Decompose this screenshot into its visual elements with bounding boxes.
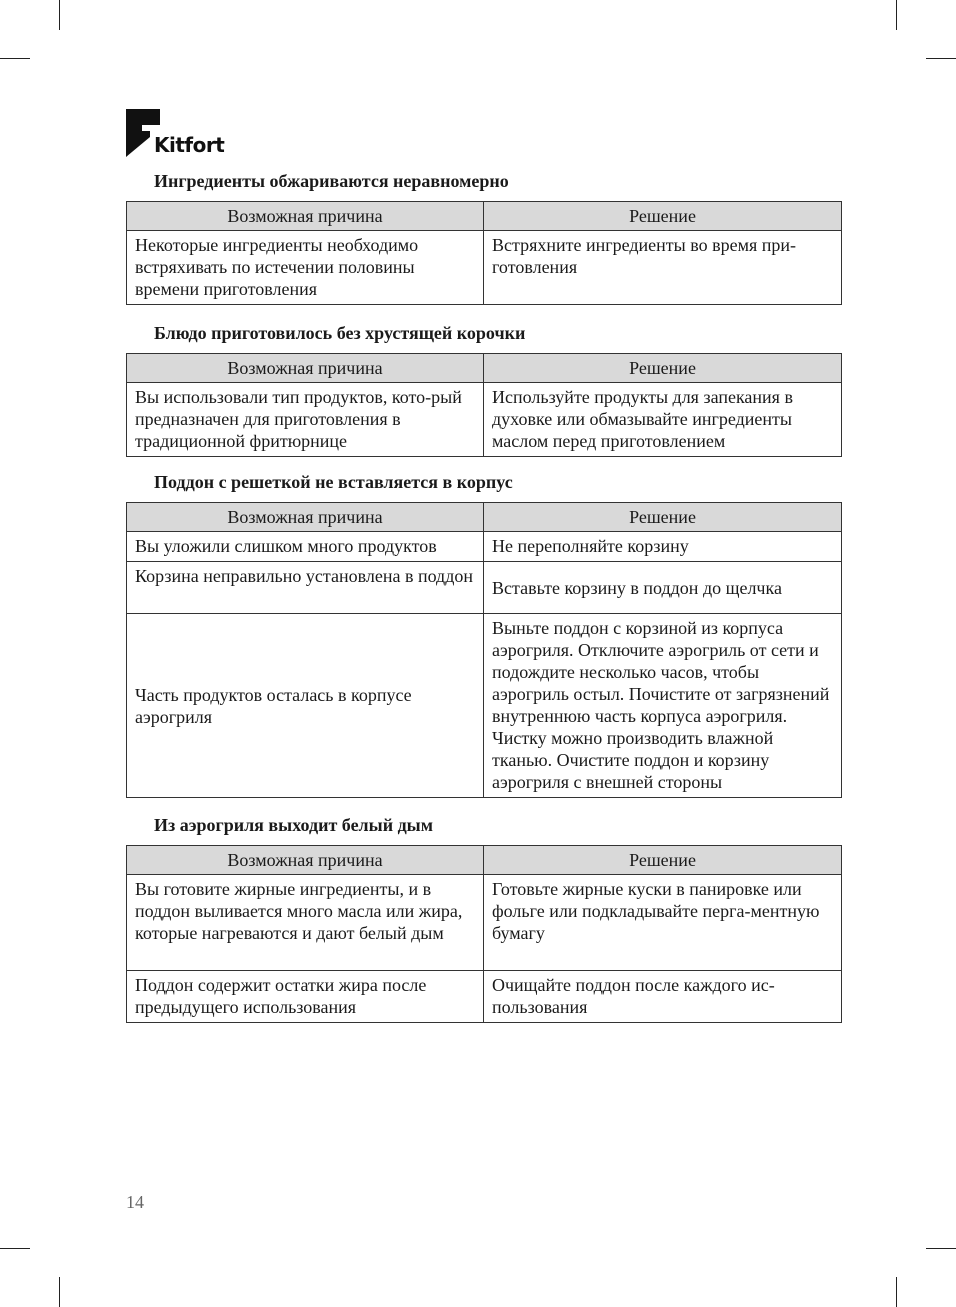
kitfort-logo xyxy=(126,109,246,159)
cause-cell: Вы использовали тип продуктов, кото-рый предназначен для приготовления в традиционной фритюрнице xyxy=(127,383,484,457)
crop-mark xyxy=(0,1248,30,1249)
crop-mark xyxy=(896,0,897,30)
troubleshooting-table xyxy=(126,502,842,798)
cause-cell: Вы готовите жирные ингредиенты, и в поддон выливается много масла или жира, которые нагреваются и дают белый дым xyxy=(127,875,484,971)
section-title: Поддон с решеткой не вставляется в корпус xyxy=(154,472,513,492)
crop-mark xyxy=(926,1248,956,1249)
table-row xyxy=(127,562,842,614)
section-title: Ингредиенты обжариваются неравномерно xyxy=(154,171,509,191)
table-row xyxy=(127,614,842,798)
solution-cell: Выньте поддон с корзиной из корпуса аэрогриля. Отключите аэрогриль от сети и подождите несколько часов, чтобы аэрогриль остыл. Почистите от загрязнений внутреннюю часть корпуса аэрогриля. Чистку можно производить влажной тканью. Очистите поддон и корзину аэрогриля с внешней стороны xyxy=(484,614,842,798)
column-header-solution: Решение xyxy=(484,846,842,875)
column-header-cause: Возможная причина xyxy=(127,846,484,875)
column-header-cause: Возможная причина xyxy=(127,354,484,383)
column-header-solution: Решение xyxy=(484,354,842,383)
crop-mark xyxy=(896,1277,897,1307)
brand-name: Kitfort xyxy=(154,133,225,157)
table-header-row xyxy=(127,846,842,875)
solution-cell: Не переполняйте корзину xyxy=(484,532,842,562)
troubleshooting-table xyxy=(126,845,842,1023)
table-header-row xyxy=(127,354,842,383)
crop-mark xyxy=(59,1277,60,1307)
table-row xyxy=(127,875,842,971)
solution-cell: Вставьте корзину в поддон до щелчка xyxy=(484,562,842,614)
page-number: 14 xyxy=(126,1192,144,1212)
crop-mark xyxy=(926,58,956,59)
cause-cell: Корзина неправильно установлена в поддон xyxy=(127,562,484,614)
crop-mark xyxy=(0,58,30,59)
solution-cell: Используйте продукты для запекания в духовке или обмазывайте ингредиенты маслом перед приготовлением xyxy=(484,383,842,457)
section-title: Блюдо приготовилось без хрустящей корочки xyxy=(154,323,526,343)
cause-cell: Поддон содержит остатки жира после предыдущего использования xyxy=(127,971,484,1023)
column-header-solution: Решение xyxy=(484,202,842,231)
troubleshooting-table xyxy=(126,201,842,305)
solution-cell: Очищайте поддон после каждого ис-пользования xyxy=(484,971,842,1023)
table-header-row xyxy=(127,503,842,532)
table-row xyxy=(127,231,842,305)
column-header-cause: Возможная причина xyxy=(127,202,484,231)
table-row xyxy=(127,971,842,1023)
troubleshooting-table xyxy=(126,353,842,457)
table-row xyxy=(127,532,842,562)
column-header-cause: Возможная причина xyxy=(127,503,484,532)
cause-cell: Часть продуктов осталась в корпусе аэрогриля xyxy=(127,614,484,798)
solution-cell: Встряхните ингредиенты во время при-готовления xyxy=(484,231,842,305)
section-title: Из аэрогриля выходит белый дым xyxy=(154,815,433,835)
cause-cell: Вы уложили слишком много продуктов xyxy=(127,532,484,562)
crop-mark xyxy=(59,0,60,30)
solution-cell: Готовьте жирные куски в панировке или фольге или подкладывайте перга-ментную бумагу xyxy=(484,875,842,971)
table-header-row xyxy=(127,202,842,231)
table-row xyxy=(127,383,842,457)
cause-cell: Некоторые ингредиенты необходимо встряхивать по истечении половины времени приготовления xyxy=(127,231,484,305)
column-header-solution: Решение xyxy=(484,503,842,532)
